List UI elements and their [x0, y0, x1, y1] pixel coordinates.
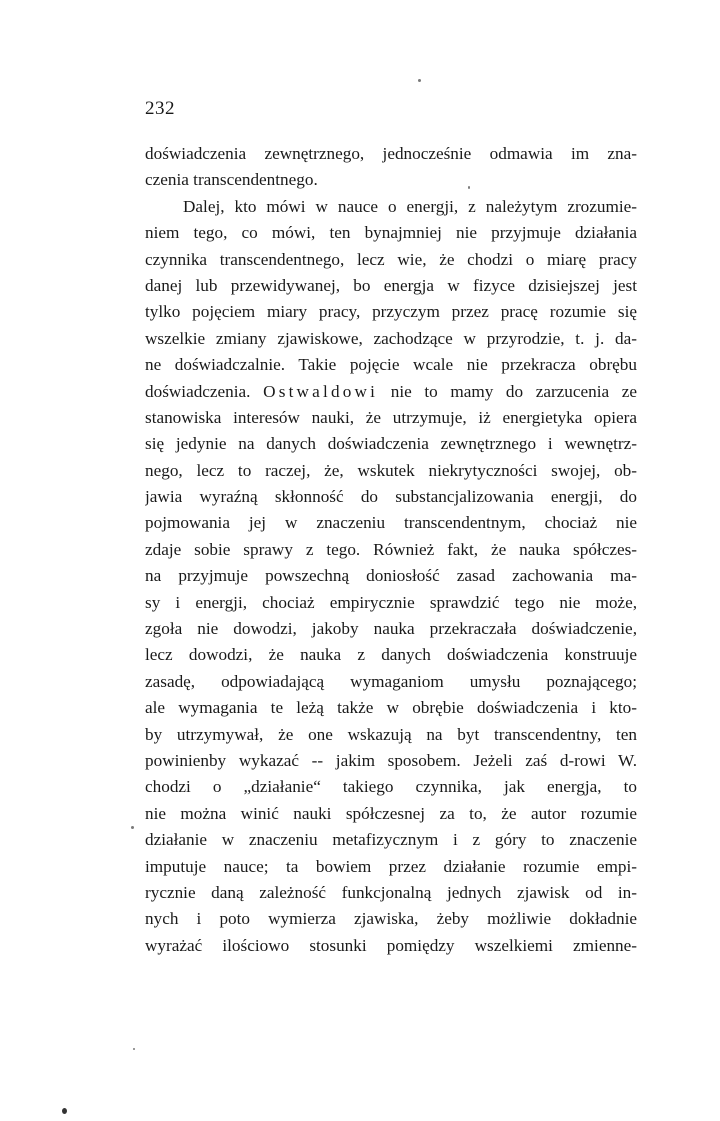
text-line: wyrażać ilościowo stosunki pomiędzy wszelkiemi zmienne- [145, 935, 637, 955]
text-line: nego, lecz to raczej, że, wskutek niekrytyczności swojej, ob- [145, 460, 637, 480]
text-line: rycznie daną zależność funkcjonalną jednych zjawisk od in- [145, 882, 637, 902]
text-line: jawia wyraźną skłonność do substancjalizowania energji, do [145, 487, 637, 507]
body-text [145, 141, 637, 959]
text-line: się jedynie na danych doświadczenia zewnętrznego i wewnętrz- [145, 434, 637, 454]
scan-speck [62, 1108, 67, 1114]
text-line: stanowiska interesów nauki, że utrzymuje, iż energietyka opiera [145, 407, 637, 427]
paragraph-start-line: Dalej, kto mówi w nauce o energji, z należytym zrozumie- [183, 196, 637, 216]
text-line: niem tego, co mówi, ten bynajmniej nie przyjmuje działania [145, 223, 637, 243]
page-number: 232 [145, 98, 175, 119]
text-line: sy i energji, chociaż empirycznie sprawdzić tego nie może, [145, 592, 637, 612]
emphasized-name: Ostwaldowi [263, 381, 379, 401]
scan-speck [468, 186, 470, 189]
text-line: chodzi o „działanie“ takiego czynnika, jak energja, to [145, 777, 637, 797]
text-line: pojmowania jej w znaczeniu transcendentnym, chociaż nie [145, 513, 637, 533]
text-line: imputuje nauce; ta bowiem przez działanie rozumie empi- [145, 856, 637, 876]
text-line: czynnika transcendentnego, lecz wie, że chodzi o miarę pracy [145, 249, 637, 269]
text-line: zdaje sobie sprawy z tego. Również fakt, że nauka spółczes- [145, 539, 637, 559]
text-line: by utrzymywał, że one wskazują na byt transcendentny, ten [145, 724, 637, 744]
text-line: ne doświadczalnie. Takie pojęcie wcale nie przekracza obrębu [145, 355, 637, 375]
scan-speck [131, 826, 134, 829]
text-line: lecz dowodzi, że nauka z danych doświadczenia konstruuje [145, 645, 637, 665]
scan-speck [418, 79, 421, 82]
text-line: nych i poto wymierza zjawiska, żeby możliwie dokładnie [145, 909, 637, 929]
text-line: tylko pojęciem miary pracy, przyczym przez pracę rozumie się [145, 302, 637, 322]
text-line: czenia transcendentnego. [145, 170, 318, 190]
text-line: doświadczenia zewnętrznego, jednocześnie odmawia im zna- [145, 144, 637, 163]
text-fragment: nie to mamy do zarzucenia ze [390, 381, 637, 401]
text-line: działanie w znaczeniu metafizycznym i z góry to znaczenie [145, 830, 637, 850]
text-line: zgoła nie dowodzi, jakoby nauka przekraczała doświadczenie, [145, 619, 637, 639]
text-line: na przyjmuje powszechną doniosłość zasad zachowania ma- [145, 566, 637, 586]
text-fragment: doświadczenia. [145, 381, 251, 401]
text-line: nie można winić nauki spółczesnej za to, że autor rozumie [145, 803, 637, 823]
text-line [145, 379, 637, 405]
text-line: wszelkie zmiany zjawiskowe, zachodzące w przyrodzie, t. j. da- [145, 328, 637, 348]
text-line: danej lub przewidywanej, bo energja w fizyce dzisiejszej jest [145, 275, 637, 295]
text-line: zasadę, odpowiadającą wymaganiom umysłu poznającego; [145, 671, 637, 691]
scan-speck [133, 1048, 135, 1050]
text-line: ale wymagania te leżą także w obrębie doświadczenia i kto- [145, 698, 637, 718]
text-line: powinienby wykazać -- jakim sposobem. Jeżeli zaś d-rowi W. [145, 750, 637, 770]
